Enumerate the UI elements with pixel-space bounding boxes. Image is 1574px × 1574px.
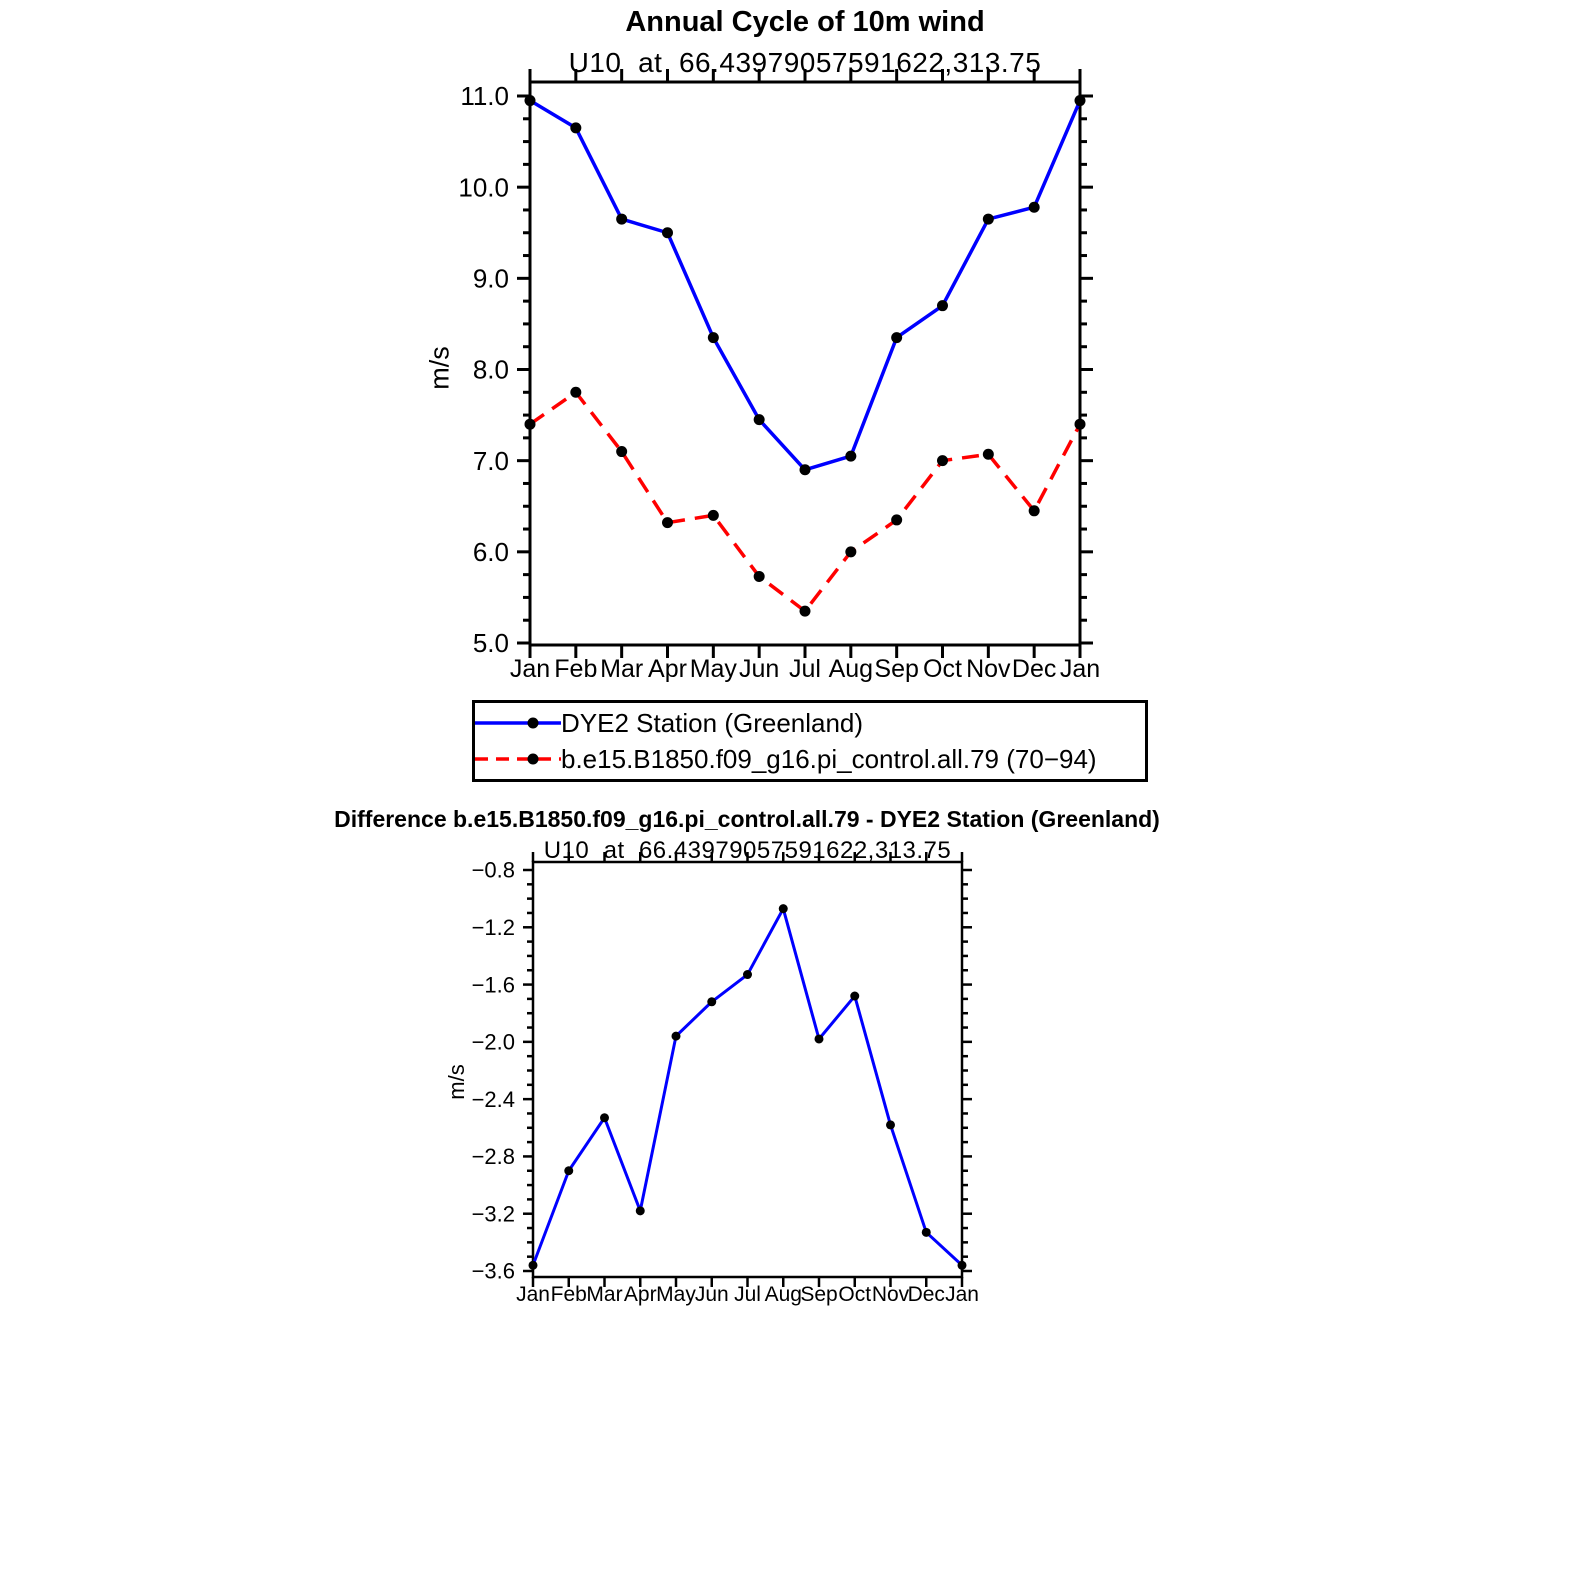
plot-frame [530, 82, 1080, 645]
x-tick-label: Apr [648, 655, 687, 683]
series-marker [1029, 505, 1040, 516]
top-chart-y-axis-label: m/s [424, 346, 455, 390]
x-tick-label: Feb [554, 655, 598, 683]
y-tick-label: −1.2 [471, 914, 515, 940]
y-tick-label: −1.6 [471, 972, 515, 998]
series-marker [983, 449, 994, 460]
series-marker [616, 446, 627, 457]
series-marker [708, 510, 719, 521]
series-marker [891, 514, 902, 525]
bottom-chart-title: Difference b.e15.B1850.f09_g16.pi_control.all.79 - DYE2 Station (Greenland) [334, 806, 1160, 832]
series-marker [1029, 202, 1040, 213]
y-tick-label: −2.8 [471, 1144, 515, 1170]
legend-item-dye2 [475, 705, 1145, 741]
bottom-chart-y-axis-label: m/s [444, 1064, 469, 1100]
x-tick-label: Mar [586, 1283, 623, 1306]
series-marker [886, 1120, 895, 1129]
legend-item-model [475, 741, 1145, 777]
series-marker [1075, 419, 1086, 430]
y-tick-label: 8.0 [472, 354, 509, 385]
x-tick-label: Jul [734, 1283, 761, 1306]
bottom-chart-subtitle: U10 at 66.43979057591622,313.75 [543, 837, 952, 864]
series-marker [707, 997, 716, 1006]
x-tick-label: Sep [874, 655, 919, 683]
y-tick-label: −3.6 [471, 1258, 515, 1284]
series-marker [708, 332, 719, 343]
series-marker [958, 1261, 967, 1270]
series-marker [754, 571, 765, 582]
x-tick-label: Dec [907, 1283, 945, 1306]
series-marker [662, 517, 673, 528]
y-tick-label: 9.0 [472, 263, 509, 294]
x-tick-label: Aug [828, 655, 874, 683]
series-line-0 [533, 909, 962, 1266]
series-marker [845, 546, 856, 557]
x-tick-label: Oct [923, 655, 962, 683]
y-tick-label: 11.0 [460, 81, 509, 112]
y-tick-label: 5.0 [472, 628, 509, 659]
x-tick-label: Jan [516, 1283, 550, 1306]
x-tick-label: Aug [764, 1283, 802, 1306]
series-line-1 [530, 392, 1080, 611]
x-tick-label: Mar [600, 655, 644, 683]
x-tick-label: Nov [871, 1283, 910, 1306]
x-tick-label: Sep [800, 1283, 838, 1306]
x-tick-label: Dec [1011, 655, 1057, 683]
y-tick-label: 10.0 [458, 172, 509, 203]
legend-label-model: b.e15.B1850.f09_g16.pi_control.all.79 (70−94) [561, 743, 1097, 774]
difference-chart [472, 852, 979, 1306]
y-tick-label: −3.2 [471, 1201, 515, 1227]
x-tick-label: Jun [694, 1283, 729, 1306]
legend [472, 700, 1148, 782]
series-marker [937, 300, 948, 311]
x-tick-label: Feb [550, 1283, 587, 1306]
x-tick-label: Nov [966, 655, 1011, 683]
series-marker [937, 455, 948, 466]
series-marker [800, 464, 811, 475]
x-tick-label: Jan [945, 1283, 979, 1306]
series-marker [570, 387, 581, 398]
series-marker [891, 332, 902, 343]
series-marker [922, 1228, 931, 1237]
series-marker [529, 1261, 538, 1270]
series-marker [850, 992, 859, 1001]
x-tick-label: Jul [789, 655, 821, 683]
series-marker [815, 1034, 824, 1043]
series-marker [525, 95, 536, 106]
plot-frame [533, 862, 962, 1277]
series-line-0 [530, 101, 1080, 470]
y-tick-label: −2.4 [471, 1086, 515, 1112]
x-tick-label: Jan [509, 655, 551, 683]
x-tick-label: Apr [623, 1283, 657, 1306]
series-marker [616, 214, 627, 225]
annual-cycle-chart [458, 69, 1100, 683]
x-tick-label: Jun [739, 655, 780, 683]
series-marker [800, 606, 811, 617]
x-tick-label: May [656, 1283, 696, 1306]
x-tick-label: Oct [838, 1283, 872, 1306]
series-marker [636, 1206, 645, 1215]
series-marker [662, 227, 673, 238]
series-marker [754, 414, 765, 425]
series-marker [1075, 95, 1086, 106]
y-tick-label: 6.0 [472, 536, 509, 567]
x-tick-label: May [689, 655, 737, 683]
series-marker [743, 970, 752, 979]
series-marker [983, 214, 994, 225]
series-marker [525, 419, 536, 430]
y-tick-label: −0.8 [471, 857, 515, 883]
y-tick-label: 7.0 [472, 445, 509, 476]
series-marker [600, 1113, 609, 1122]
top-chart-title: Annual Cycle of 10m wind [625, 6, 985, 38]
top-chart-subtitle: U10 at 66.43979057591622,313.75 [568, 47, 1042, 78]
series-marker [672, 1032, 681, 1041]
y-tick-label: −2.0 [471, 1029, 515, 1055]
legend-line-sample-dashed-icon [475, 744, 561, 774]
legend-line-sample-solid-icon [475, 708, 561, 738]
series-marker [845, 451, 856, 462]
series-marker [564, 1166, 573, 1175]
series-marker [779, 904, 788, 913]
legend-label-dye2: DYE2 Station (Greenland) [561, 707, 864, 738]
series-marker [570, 122, 581, 133]
x-tick-label: Jan [1059, 655, 1101, 683]
